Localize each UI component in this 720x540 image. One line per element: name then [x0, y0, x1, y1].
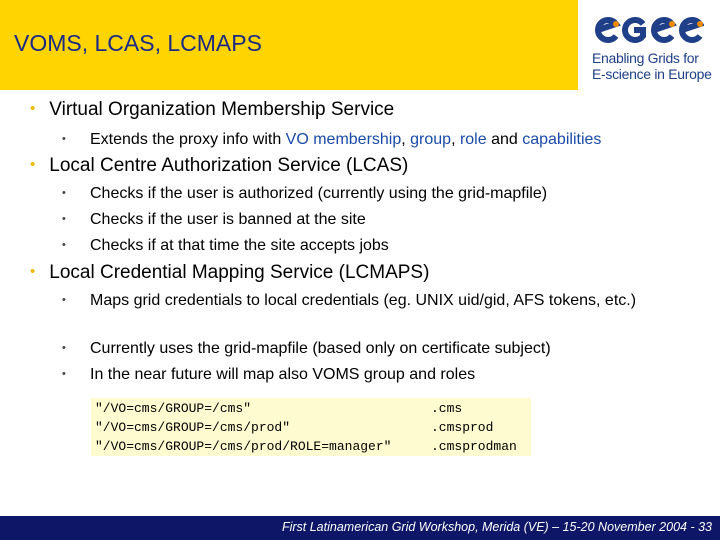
bullet-text: Virtual Organization Membership Service	[49, 99, 395, 120]
sub-bullet-text: Checks if the user is banned at the site	[90, 211, 366, 228]
code-line: .cms	[431, 401, 463, 416]
page-title: VOMS, LCAS, LCMAPS	[14, 30, 262, 56]
sub-bullet-dot: •	[62, 133, 66, 145]
highlight-vo-membership: VO membership	[285, 131, 402, 148]
sub-bullet	[62, 129, 601, 150]
code-line: "/VO=cms/GROUP=/cms"	[95, 401, 252, 416]
bullet-lcas	[30, 155, 408, 177]
logo	[578, 0, 720, 90]
code-line: .cmsprodman	[431, 439, 517, 454]
egee-logo-icon	[594, 14, 704, 48]
sub-bullet	[62, 290, 662, 311]
logo-tagline-2: E-science in Europe	[592, 66, 712, 82]
sub-bullet	[62, 183, 547, 204]
logo-tagline-1: Enabling Grids for	[592, 50, 699, 66]
sub-bullet-text: Checks if the user is authorized (currently using the grid-mapfile)	[90, 185, 548, 202]
sub-bullet	[62, 338, 551, 359]
text-part: Extends the proxy info with	[90, 131, 286, 148]
sub-bullet	[62, 364, 475, 385]
sub-bullet-dot: •	[62, 239, 66, 251]
text-part: ,	[451, 131, 460, 148]
sub-bullet	[62, 235, 389, 256]
header-bar	[0, 0, 720, 90]
sub-bullet	[62, 209, 366, 230]
bullet-dot: •	[30, 263, 36, 280]
sub-bullet-text: Checks if at that time the site accepts jobs	[90, 237, 389, 254]
highlight-role: role	[459, 131, 487, 148]
bullet-voms	[30, 99, 394, 121]
sub-bullet-dot: •	[62, 213, 66, 225]
bullet-dot: •	[30, 156, 36, 173]
sub-bullet-text	[90, 129, 601, 150]
text-part: and	[486, 131, 523, 148]
bullet-text: Local Credential Mapping Service (LCMAPS)	[49, 262, 430, 283]
code-line: "/VO=cms/GROUP=/cms/prod/ROLE=manager"	[95, 439, 392, 454]
code-left-column	[95, 399, 391, 456]
footer-text: First Latinamerican Grid Workshop, Merida (VE) – 15-20 November 2004 - 33	[281, 520, 712, 534]
code-right-column	[431, 399, 517, 456]
highlight-capabilities: capabilities	[522, 131, 602, 148]
code-example	[91, 398, 531, 456]
sub-bullet-dot: •	[62, 294, 66, 306]
sub-bullet-text: In the near future will map also VOMS group and roles	[90, 366, 476, 383]
sub-bullet-dot: •	[62, 342, 66, 354]
sub-bullet-dot: •	[62, 187, 66, 199]
bullet-dot: •	[30, 100, 36, 117]
footer-bar	[0, 516, 720, 540]
code-line: "/VO=cms/GROUP=/cms/prod"	[95, 420, 291, 435]
highlight-group: group	[410, 131, 452, 148]
text-part: ,	[401, 131, 411, 148]
bullet-lcmaps	[30, 262, 429, 284]
sub-bullet-dot: •	[62, 368, 66, 380]
bullet-text: Local Centre Authorization Service (LCAS)	[49, 155, 409, 176]
sub-bullet-text: Maps grid credentials to local credentials (eg. UNIX uid/gid, AFS tokens, etc.)	[90, 292, 637, 309]
code-line: .cmsprod	[431, 420, 494, 435]
sub-bullet-text: Currently uses the grid-mapfile (based only on certificate subject)	[90, 340, 551, 357]
